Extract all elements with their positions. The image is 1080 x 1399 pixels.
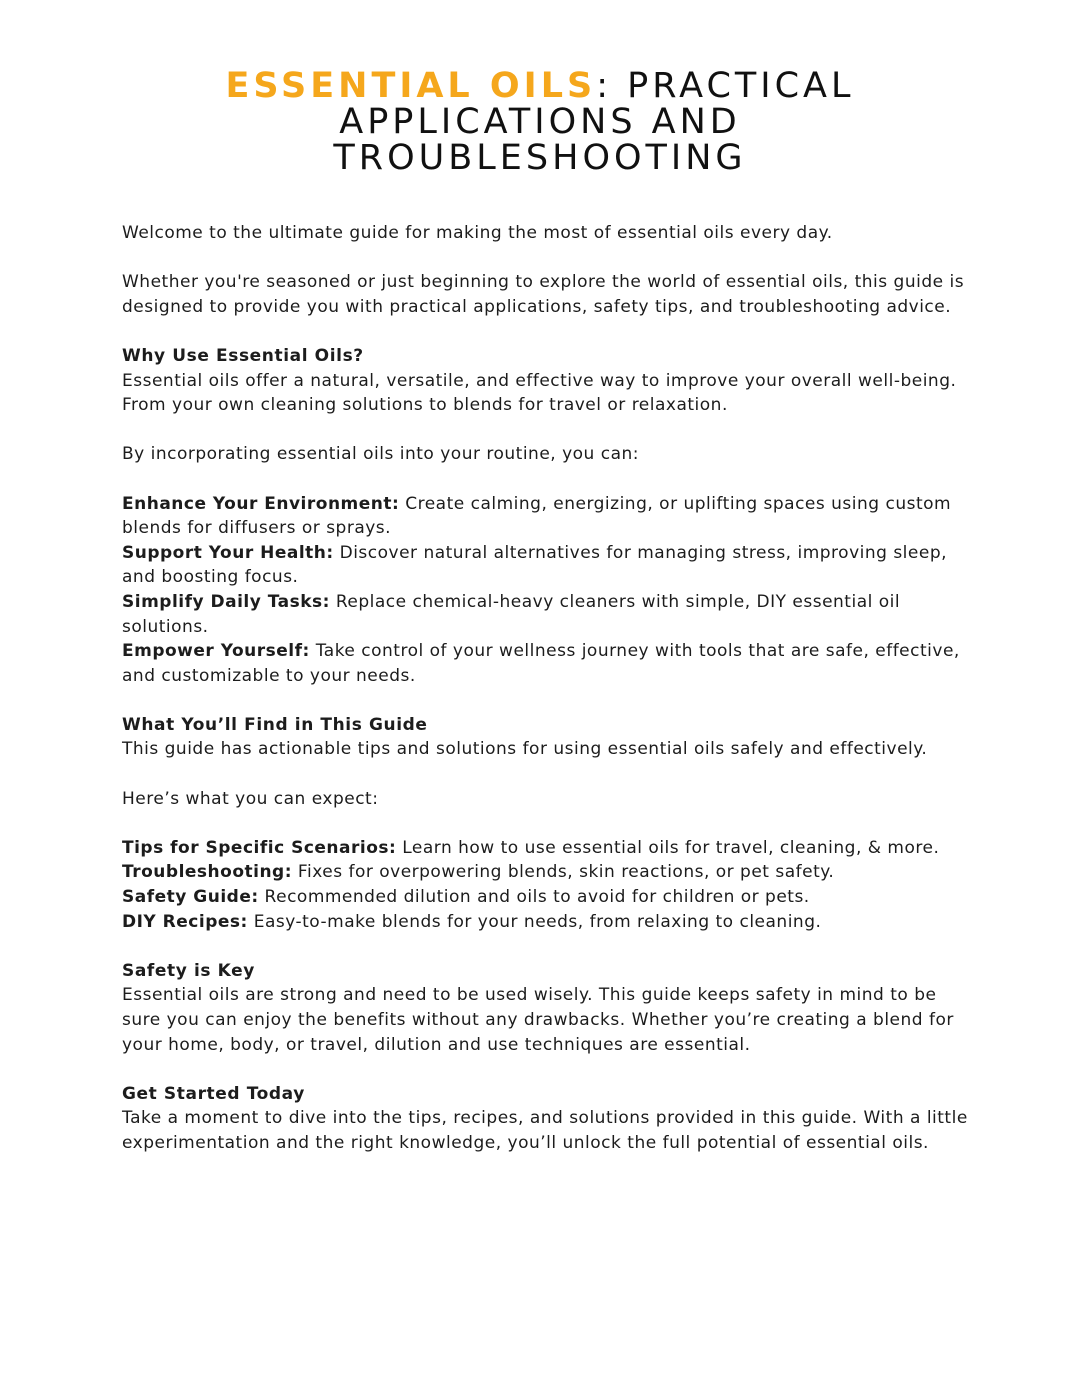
document-body xyxy=(122,221,972,1156)
list-item-term: Tips for Specific Scenarios: xyxy=(122,837,397,858)
list-item-term: Enhance Your Environment: xyxy=(122,493,400,514)
section-heading-safety: Safety is Key xyxy=(122,960,255,981)
page-title xyxy=(140,68,940,176)
list-item-benefit xyxy=(122,541,972,590)
title-accent: ESSENTIAL OILS xyxy=(225,66,597,106)
section-heading-find: What You’ll Find in This Guide xyxy=(122,714,428,735)
list-item-expect xyxy=(122,860,972,885)
list-item-term: Simplify Daily Tasks: xyxy=(122,591,330,612)
list-item-term: DIY Recipes: xyxy=(122,911,248,932)
why-lead: By incorporating essential oils into your routine, you can: xyxy=(122,444,639,465)
welcome-paragraph: Welcome to the ultimate guide for making the most of essential oils every day. xyxy=(122,223,833,243)
list-item-benefit xyxy=(122,590,972,639)
list-item-term: Support Your Health: xyxy=(122,542,334,563)
list-item-term: Troubleshooting: xyxy=(122,862,293,883)
list-item-term: Empower Yourself: xyxy=(122,641,310,662)
list-item-text: Fixes for overpowering blends, skin reactions, or pet safety. xyxy=(292,862,835,883)
list-item-text: Recommended dilution and oils to avoid for children or pets. xyxy=(258,887,810,908)
intro-paragraph: Whether you're seasoned or just beginning to explore the world of essential oils, this guide is designed to provide you with practical applications, safety tips, and troubleshooting advice. xyxy=(122,272,965,317)
safety-paragraph: Essential oils are strong and need to be used wisely. This guide keeps safety in mind to be sure you can enjoy the benefits without any drawbacks. Whether you’re creating a blend for your home, body, or travel, dilution and use techniques are essential. xyxy=(122,985,954,1055)
list-item-expect xyxy=(122,836,972,861)
section-heading-start: Get Started Today xyxy=(122,1083,305,1104)
title-rest: : PRACTICAL APPLICATIONS AND TROUBLESHOOTING xyxy=(333,66,855,178)
list-item-text: Replace chemical-heavy cleaners with simple, DIY essential oil solutions. xyxy=(122,591,901,637)
list-item-text: Create calming, energizing, or uplifting spaces using custom blends for diffusers or sprays. xyxy=(122,493,952,539)
list-item-expect xyxy=(122,910,972,935)
list-item-expect xyxy=(122,885,972,910)
section-heading-why: Why Use Essential Oils? xyxy=(122,345,364,366)
list-item-text: Easy-to-make blends for your needs, from relaxing to cleaning. xyxy=(247,911,822,932)
find-paragraph: This guide has actionable tips and solutions for using essential oils safely and effectively. xyxy=(122,739,928,760)
list-item-text: Take control of your wellness journey with tools that are safe, effective, and customizable to your needs. xyxy=(122,641,960,686)
start-paragraph: Take a moment to dive into the tips, recipes, and solutions provided in this guide. With a little experimentation and the right knowledge, you’ll unlock the full potential of essential oils. xyxy=(122,1108,968,1153)
list-item-text: Learn how to use essential oils for travel, cleaning, & more. xyxy=(396,837,940,858)
why-paragraph: Essential oils offer a natural, versatile, and effective way to improve your overall well-being. From your own cleaning solutions to blends for travel or relaxation. xyxy=(122,370,957,416)
list-item-text: Discover natural alternatives for managing stress, improving sleep, and boosting focus. xyxy=(122,542,948,588)
list-item-benefit xyxy=(122,639,972,688)
list-item-term: Safety Guide: xyxy=(122,887,259,908)
list-item-benefit xyxy=(122,492,972,541)
find-lead: Here’s what you can expect: xyxy=(122,788,379,809)
